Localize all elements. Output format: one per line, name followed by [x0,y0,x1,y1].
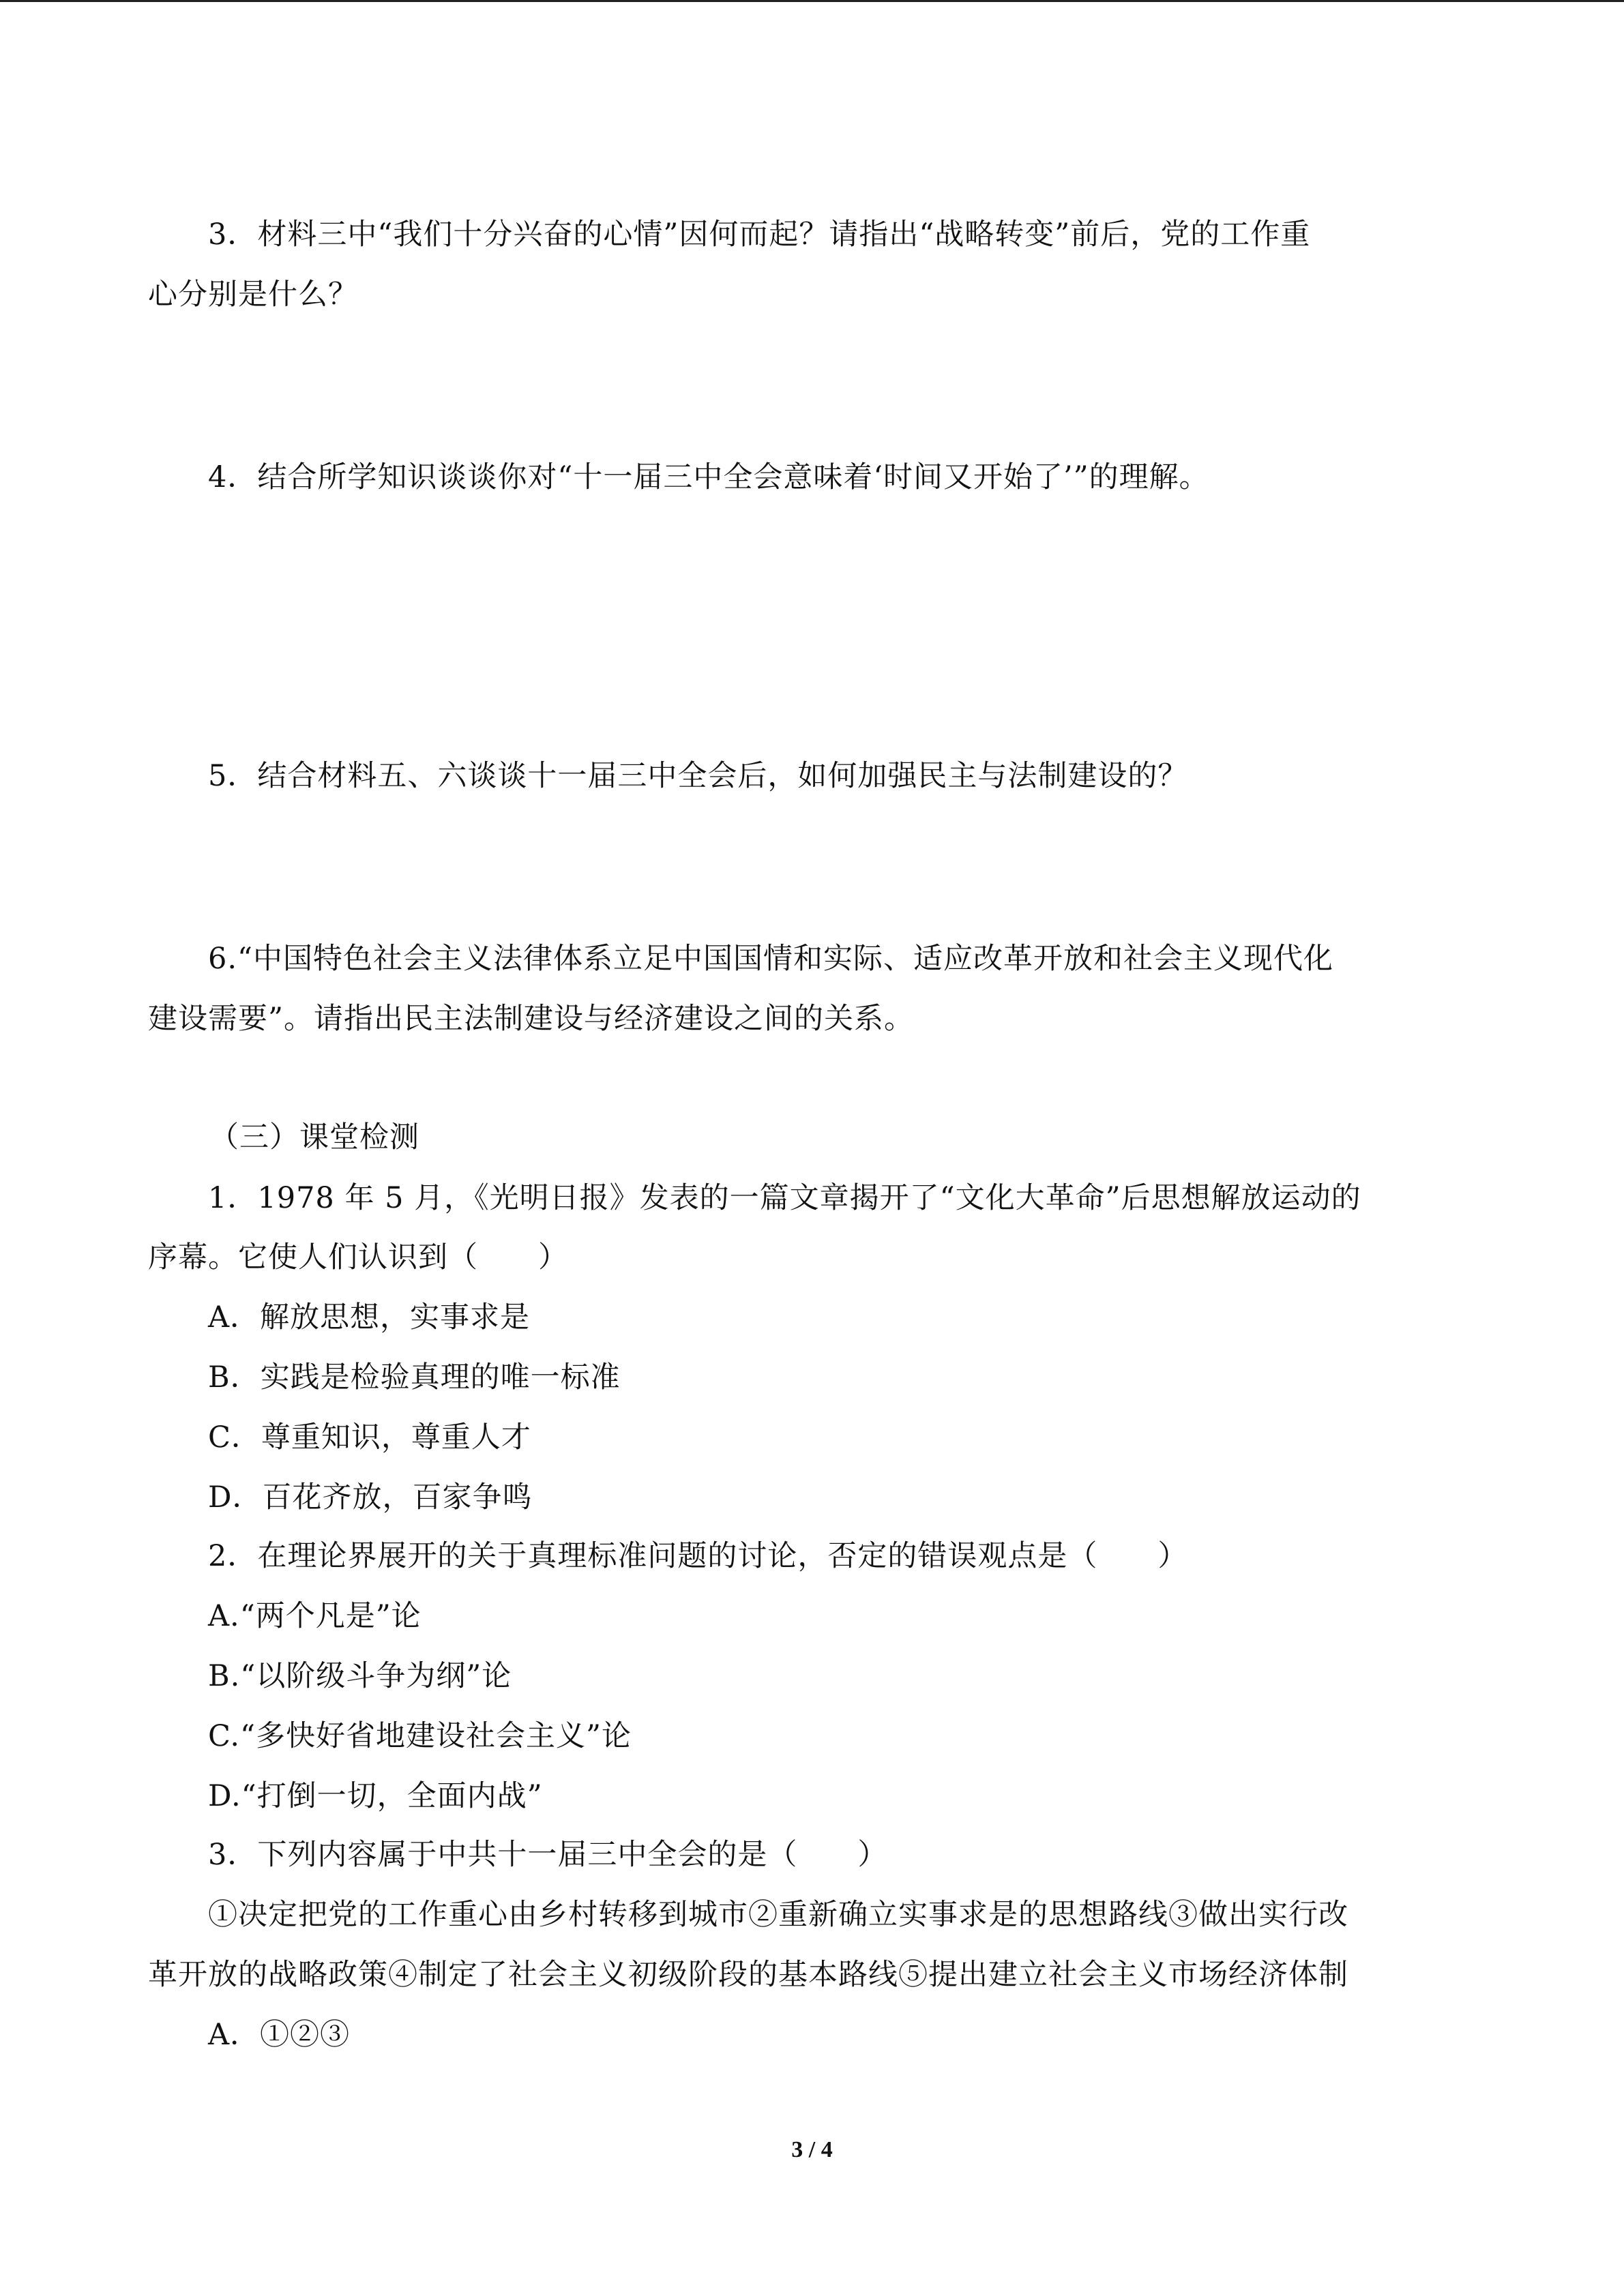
mcq-1-stem-line-1: 1．1978 年 5 月，《光明日报》发表的一篇文章揭开了“文化大革命”后思想解放运动的 [208,1181,1361,1215]
question-6-line-1: 6.“中国特色社会主义法律体系立足中国国情和实际、适应改革开放和社会主义现代化 [208,942,1334,976]
mcq-2-option-a: A.“两个凡是”论 [208,1599,422,1633]
question-5-line-1: 5．结合材料五、六谈谈十一届三中全会后，如何加强民主与法制建设的？ [208,759,1188,793]
question-6-line-2: 建设需要”。请指出民主法制建设与经济建设之间的关系。 [148,1002,914,1036]
page-number: 3 / 4 [791,2137,833,2162]
mcq-1-option-c: C．尊重知识，尊重人才 [208,1420,531,1455]
question-3-line-2: 心分别是什么？ [148,278,358,312]
mcq-1-option-a: A．解放思想，实事求是 [208,1300,531,1335]
mcq-2-option-c: C.“多快好省地建设社会主义”论 [208,1719,632,1753]
mcq-2-option-d: D.“打倒一切，全面内战” [208,1779,543,1813]
mcq-3-option-a: A．①②③ [208,2018,351,2052]
mcq-1-option-b: B．实践是检验真理的唯一标准 [208,1360,621,1395]
mcq-3-stem-line-2: ①决定把党的工作重心由乡村转移到城市②重新确立实事求是的思想路线③做出实行改 [208,1898,1348,1932]
mcq-3-stem-line-1: 3．下列内容属于中共十一届三中全会的是（ ） [208,1838,888,1872]
question-4-line-1: 4．结合所学知识谈谈你对“十一届三中全会意味着‘时间又开始了’”的理解。 [208,460,1209,494]
question-3-line-1: 3．材料三中“我们十分兴奋的心情”因何而起？请指出“战略转变”前后，党的工作重 [208,218,1311,252]
mcq-1-option-d: D．百花齐放，百家争鸣 [208,1480,533,1515]
mcq-2-stem-line-1: 2．在理论界展开的关于真理标准问题的讨论，否定的错误观点是（ ） [208,1539,1188,1573]
mcq-2-option-b: B.“以阶级斗争为纲”论 [208,1659,512,1693]
mcq-3-stem-line-3: 革开放的战略政策④制定了社会主义初级阶段的基本路线⑤提出建立社会主义市场经济体制 [148,1958,1348,1992]
section-heading: （三）课堂检测 [209,1120,419,1154]
mcq-1-stem-line-2: 序幕。它使人们认识到（ ） [148,1240,568,1274]
